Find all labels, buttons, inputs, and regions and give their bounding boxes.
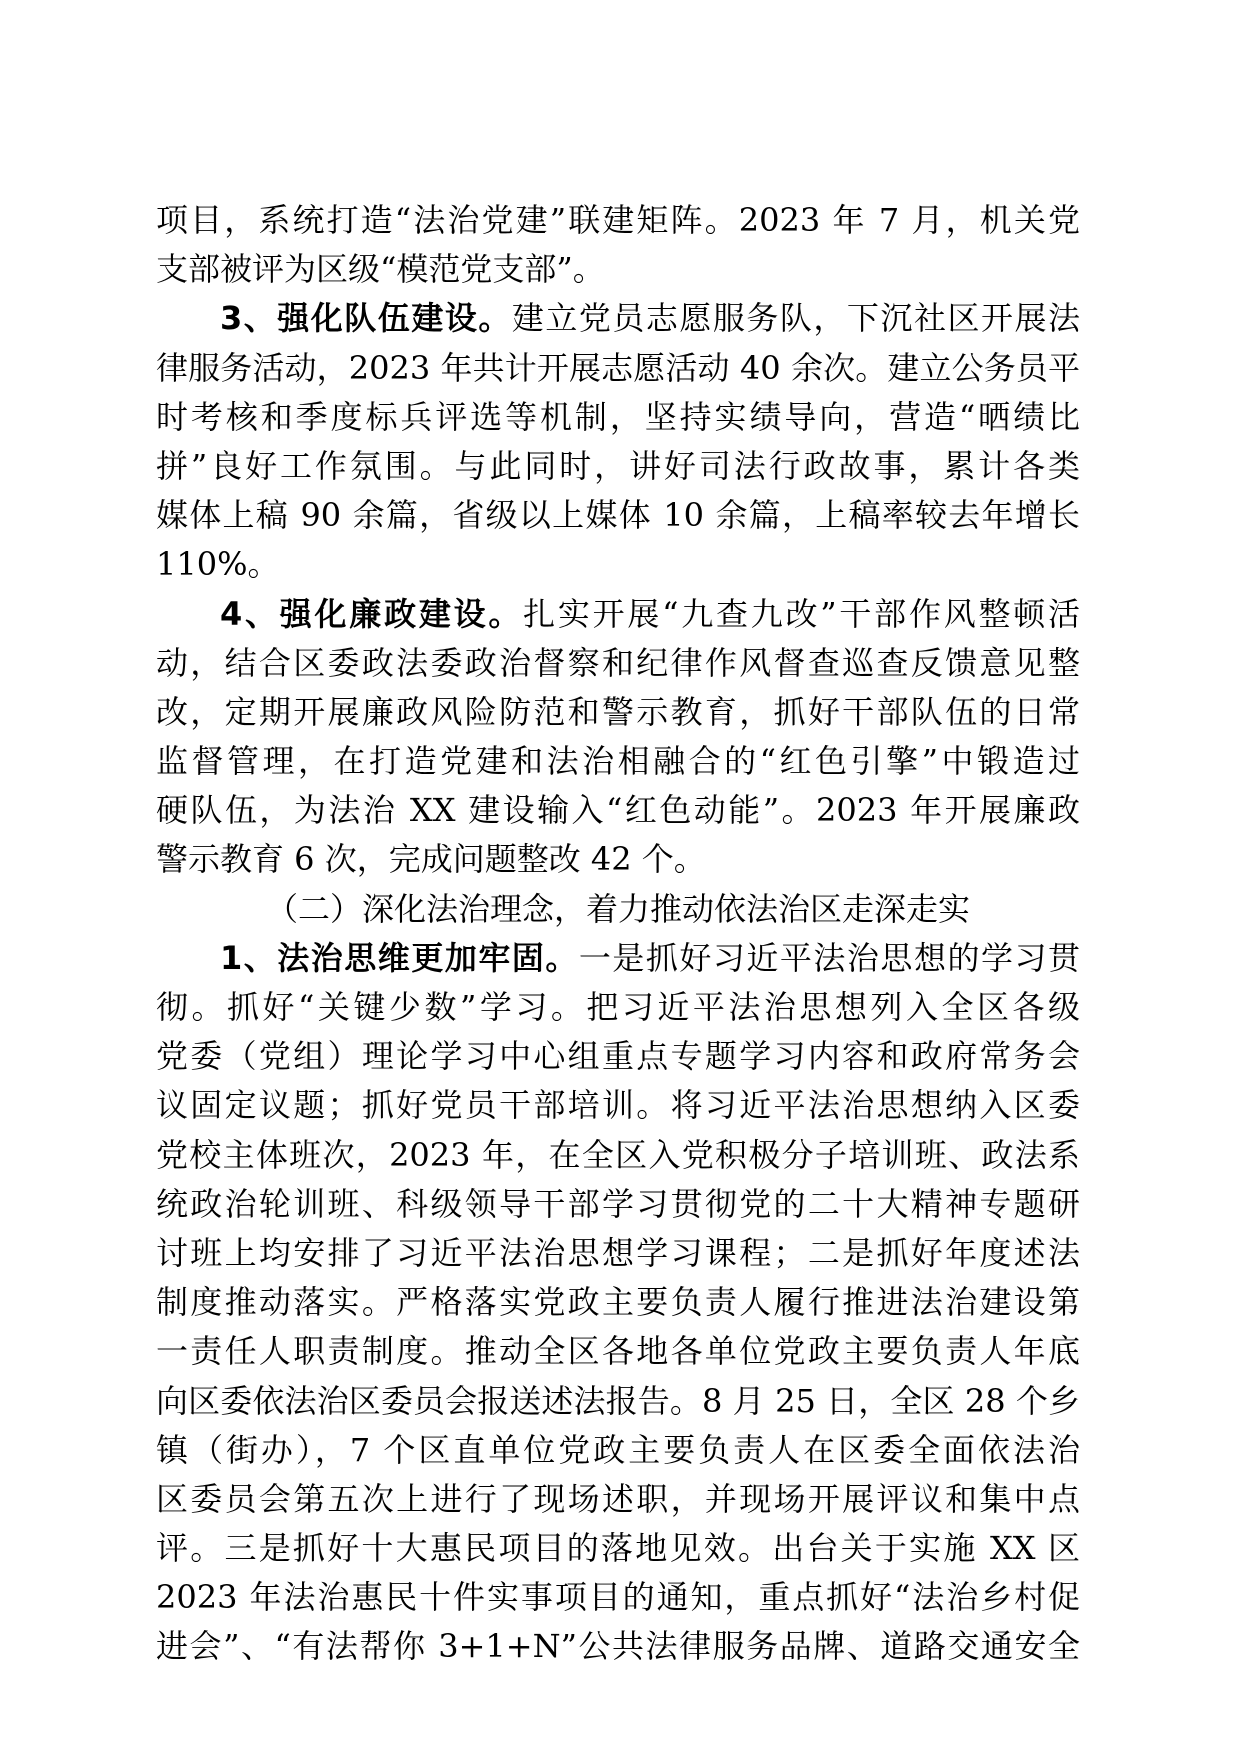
text-line: 项目，系统打造“法治党建”联建矩阵。2023 年 7 月，机关党 [156,201,1080,239]
text-line: 党委（党组）理论学习中心组重点专题学习内容和政府常务会 [156,1037,1080,1076]
text-line: 一是抓好习近平法治思想的学习贯 [578,938,1080,977]
text-line: 媒体上稿 90 余篇，省级以上媒体 10 余篇，上稿率较去年增长 [156,496,1080,535]
text-line: 制度推动落实。严格落实党政主要负责人履行推进法治建设第 [156,1283,1080,1322]
text-line: 议固定议题；抓好党员干部培训。将习近平法治思想纳入区委 [156,1086,1080,1125]
text-line: 向区委依法治区委员会报送述法报告。8 月 25 日，全区 28 个乡 [156,1381,1080,1420]
text-line: 支部被评为区级“模范党支部”。 [156,250,605,289]
text-line: 监督管理，在打造党建和法治相融合的“红色引擎”中锻造过 [156,742,1080,781]
text-line: 拼”良好工作氛围。与此同时，讲好司法行政故事，累计各类 [156,446,1080,485]
text-line: 进会”、“有法帮你 3+1+N”公共法律服务品牌、道路交通安全 [156,1627,1080,1666]
text-line: 镇（街办），7 个区直单位党政主要负责人在区委全面依法治 [156,1430,1080,1469]
text-line: 律服务活动，2023 年共计开展志愿活动 40 余次。建立公务员平 [156,348,1080,387]
text-line: 时考核和季度标兵评选等机制，坚持实绩导向，营造“晒绩比 [156,397,1080,436]
paragraph-first-line [156,590,1080,639]
document-body [156,196,1080,1672]
section-heading: （二）深化法治理念，着力推动依法治区走深走实 [265,889,970,928]
text-line: 建立党员志愿服务队，下沉社区开展法 [511,299,1080,338]
paragraph-heading: 3、强化队伍建设。 [220,299,512,338]
text-line: 评。三是抓好十大惠民项目的落地见效。出台关于实施 XX 区 [156,1529,1080,1568]
text-line: 动，结合区委政法委政治督察和纪律作风督查巡查反馈意见整 [156,643,1080,682]
paragraph-first-line [156,934,1080,983]
text-line: 统政治轮训班、科级领导干部学习贯彻党的二十大精神专题研 [156,1184,1080,1223]
paragraph-heading: 4、强化廉政建设。 [220,594,524,633]
text-line: 讨班上均安排了习近平法治思想学习课程；二是抓好年度述法 [156,1233,1080,1272]
paragraph-heading: 1、法治思维更加牢固。 [220,938,579,977]
text-line: 党校主体班次，2023 年，在全区入党积极分子培训班、政法系 [156,1135,1080,1174]
text-line: 110%。 [156,545,280,584]
text-line: 2023 年法治惠民十件实事项目的通知，重点抓好“法治乡村促 [156,1578,1080,1617]
text-line: 一责任人职责制度。推动全区各地各单位党政主要负责人年底 [156,1332,1080,1371]
text-line: 硬队伍，为法治 XX 建设输入“红色动能”。2023 年开展廉政 [156,791,1080,830]
text-line: 改，定期开展廉政风险防范和警示教育，抓好干部队伍的日常 [156,692,1080,731]
text-line: 警示教育 6 次，完成问题整改 42 个。 [156,840,706,879]
text-line: 彻。抓好“关键少数”学习。把习近平法治思想列入全区各级 [156,988,1080,1026]
paragraph-first-line [156,294,1080,343]
text-line: 区委员会第五次上进行了现场述职，并现场开展评议和集中点 [156,1479,1080,1518]
text-line: 扎实开展“九查九改”干部作风整顿活 [523,594,1080,633]
